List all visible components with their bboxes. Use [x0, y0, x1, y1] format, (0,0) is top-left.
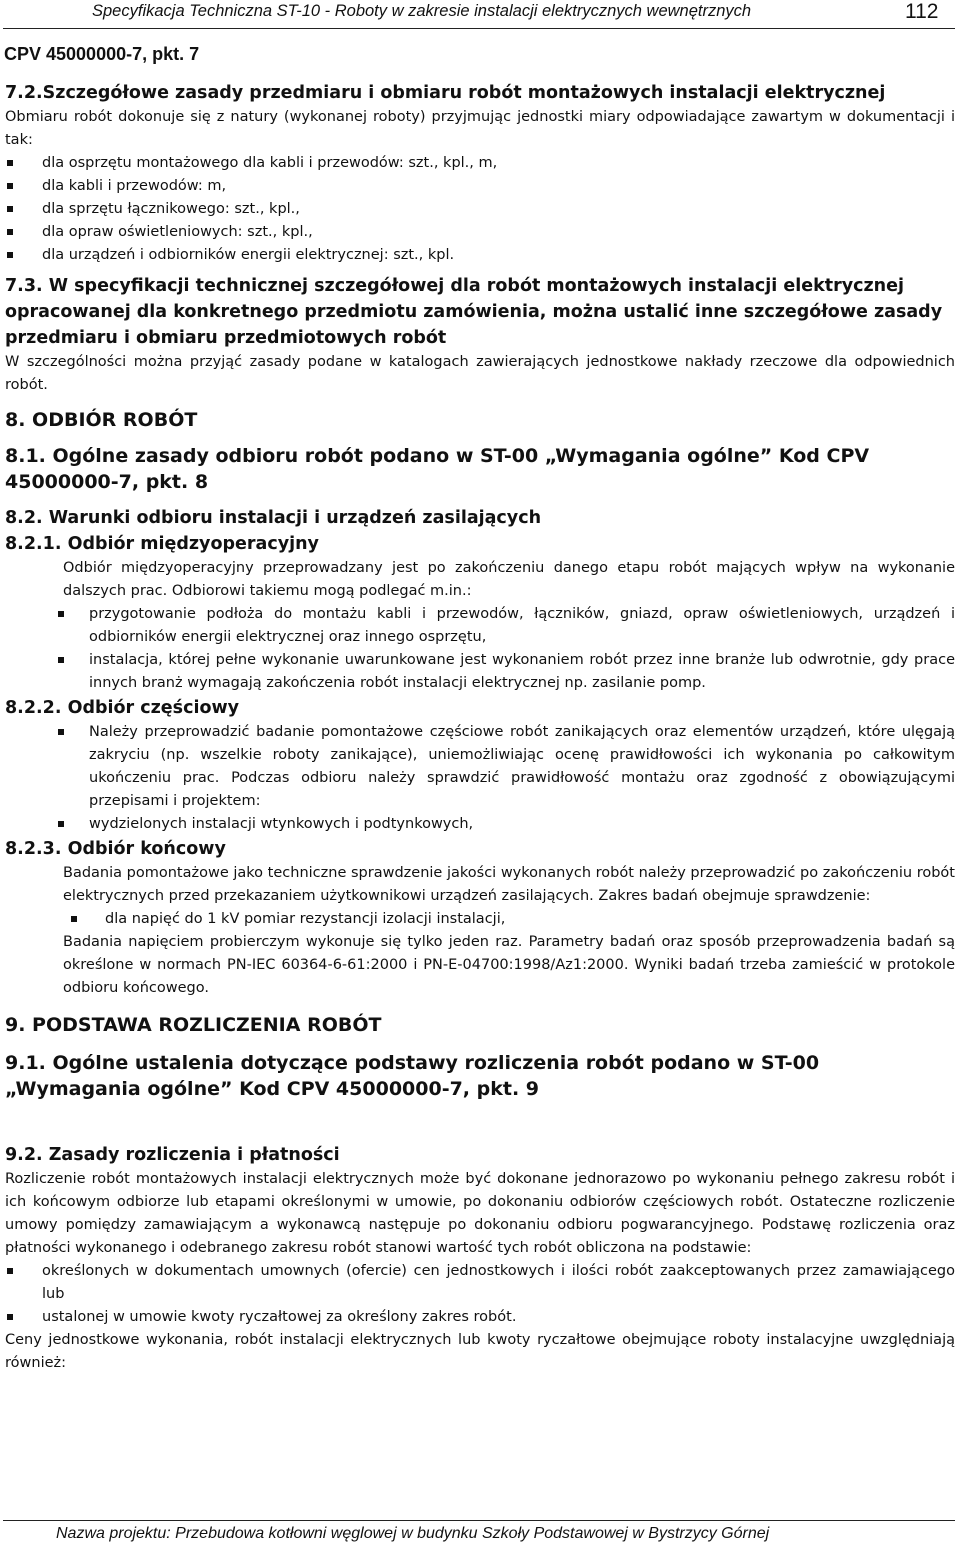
section-7-3-text: W szczególności można przyjąć zasady podane w katalogach zawierających jednostkowe nakłady rzeczowe dla odpowiednich robót. — [5, 354, 955, 393]
bullet-icon — [7, 160, 13, 166]
section-8-2-3-text1: Badania pomontażowe jako techniczne sprawdzenie jakości wykonanych robót należy przeprowadzić po zakończeniu robót elektrycznych przed przekazaniem użytkownikowi urządzeń zasilających. Zakres badań obejmuje sprawdzenie: — [63, 865, 955, 904]
list-item: dla opraw oświetleniowych: szt., kpl., — [5, 221, 955, 244]
bullet-icon — [7, 206, 13, 212]
cpv-reference: CPV 45000000-7, pkt. 7 — [4, 44, 200, 64]
bullet-icon — [7, 183, 13, 189]
list-item: przygotowanie podłoża do montażu kabli i przewodów, łączników, gniazd, opraw oświetleniowych, urządzeń i odbiorników energii elektrycznej oraz innego osprzętu, — [5, 603, 955, 649]
section-8-2-3-list — [5, 908, 955, 931]
section-8-1-heading: 8.1. Ogólne zasady odbioru robót podano w ST-00 „Wymagania ogólne” Kod CPV 45000000-7, pkt. 8 — [5, 445, 870, 493]
list-item: instalacja, której pełne wykonanie uwarunkowane jest wykonaniem robót przez inne branże lub odwrotnie, gdy prace innych branż wymagają zakończenia robót instalacji elektrycznej np. zasilanie pomp. — [5, 649, 955, 695]
bullet-icon — [7, 229, 13, 235]
header-title: Specyfikacja Techniczna ST-10 - Roboty w zakresie instalacji elektrycznych wewnętrznych — [92, 2, 752, 20]
list-item: wydzielonych instalacji wtynkowych i podtynkowych, — [5, 813, 955, 836]
section-8-2-heading: 8.2. Warunki odbioru instalacji i urządzeń zasilających — [5, 508, 542, 528]
list-item: określonych w dokumentach umownych (ofercie) cen jednostkowych i ilości robót zaakceptowanych przez zamawiającego lub — [5, 1260, 955, 1306]
section-8-2-3-heading: 8.2.3. Odbiór końcowy — [5, 839, 226, 859]
list-item: ustalonej w umowie kwoty ryczałtowej za określony zakres robót. — [5, 1306, 955, 1329]
section-8-2-2-list — [5, 721, 955, 836]
bullet-icon — [58, 729, 64, 735]
section-7-3-heading: 7.3. W specyfikacji technicznej szczegółowej dla robót montażowych instalacji elektrycznej opracowanej dla konkretnego przedmiotu zamówienia, można ustalić inne szczegółowe zasady przedmiaru i obmiaru przedmiotowych robót — [5, 276, 943, 348]
section-8-2-3-text2: Badania napięciem probierczym wykonuje się tylko jeden raz. Parametry badań oraz sposób przeprowadzenia badań są określone w normach PN-IEC 60364-6-61:2000 i PN-E-04700:1998/Az1:2000. Wyniki badań trzeba zamieścić w protokole odbioru końcowego. — [63, 934, 955, 996]
section-8-2-1-heading: 8.2.1. Odbiór międzyoperacyjny — [5, 534, 319, 554]
footer-project-name: Nazwa projektu: Przebudowa kotłowni węglowej w budynku Szkoły Podstawowej w Bystrzycy Górnej — [56, 1525, 770, 1542]
list-item: dla sprzętu łącznikowego: szt., kpl., — [5, 198, 955, 221]
section-9-2-heading: 9.2. Zasady rozliczenia i płatności — [5, 1145, 340, 1165]
bullet-icon — [58, 611, 64, 617]
section-9-1-heading: 9.1. Ogólne ustalenia dotyczące podstawy rozliczenia robót podano w ST-00 „Wymagania ogólne” Kod CPV 45000000-7, pkt. 9 — [5, 1052, 820, 1100]
bullet-icon — [7, 1268, 13, 1274]
bullet-icon — [71, 916, 77, 922]
document-body — [5, 80, 955, 1375]
section-9-2-text1: Rozliczenie robót montażowych instalacji elektrycznych może być dokonane jednorazowo po wykonaniu pełnego zakresu robót i ich końcowym odbiorze lub etapami określonymi w umowie, po dokonaniu odbiorów częściowych robót. Ostateczne rozliczenie umowy pomiędzy zamawiającym a wykonawcą następuje po dokonaniu odbioru pogwarancyjnego. Podstawę rozliczenia oraz płatności wykonanego i odebranego zakresu robót stanowi wartość tych robót obliczona na podstawie: — [5, 1171, 955, 1256]
section-8-heading: 8. ODBIÓR ROBÓT — [5, 409, 198, 431]
section-8-2-1-text: Odbiór międzyoperacyjny przeprowadzany jest po zakończeniu danego etapu robót mających wpływ na wykonanie dalszych prac. Odbiorowi takiemu mogą podlegać m.in.: — [63, 560, 955, 599]
section-7-2-text: Obmiaru robót dokonuje się z natury (wykonanej roboty) przyjmując jednostki miary odpowiadające zawartym w dokumentacji i tak: — [5, 109, 955, 148]
section-7-2-heading: 7.2.Szczegółowe zasady przedmiaru i obmiaru robót montażowych instalacji elektrycznej — [5, 83, 886, 103]
bullet-icon — [7, 1314, 13, 1320]
section-8-2-1-list — [5, 603, 955, 695]
list-item: dla osprzętu montażowego dla kabli i przewodów: szt., kpl., m, — [5, 152, 955, 175]
section-9-2-text2: Ceny jednostkowe wykonania, robót instalacji elektrycznych lub kwoty ryczałtowe obejmujące roboty instalacyjne uwzględniają również: — [5, 1332, 955, 1371]
page-number: 112 — [905, 0, 939, 23]
section-9-heading: 9. PODSTAWA ROZLICZENIA ROBÓT — [5, 1014, 382, 1036]
bullet-icon — [7, 252, 13, 258]
bullet-icon — [58, 657, 64, 663]
section-9-2-list — [5, 1260, 955, 1329]
section-8-2-2-heading: 8.2.2. Odbiór częściowy — [5, 698, 240, 718]
list-item: Należy przeprowadzić badanie pomontażowe częściowe robót zanikających oraz elementów urządzeń, które ulęgają zakryciu (np. wszelkie roboty zanikające), uniemożliwiając ocenę prawidłowości ich wykonania po całkowitym ukończeniu prac. Podczas odbioru należy sprawdzić prawidłowość montażu oraz zgodność z obowiązującymi przepisami i projektem: — [5, 721, 955, 813]
bullet-icon — [58, 821, 64, 827]
header-rule — [3, 28, 955, 29]
section-7-2-list — [5, 152, 955, 267]
list-item: dla napięć do 1 kV pomiar rezystancji izolacji instalacji, — [5, 908, 955, 931]
footer-rule — [3, 1520, 955, 1521]
list-item: dla kabli i przewodów: m, — [5, 175, 955, 198]
list-item: dla urządzeń i odbiorników energii elektrycznej: szt., kpl. — [5, 244, 955, 267]
